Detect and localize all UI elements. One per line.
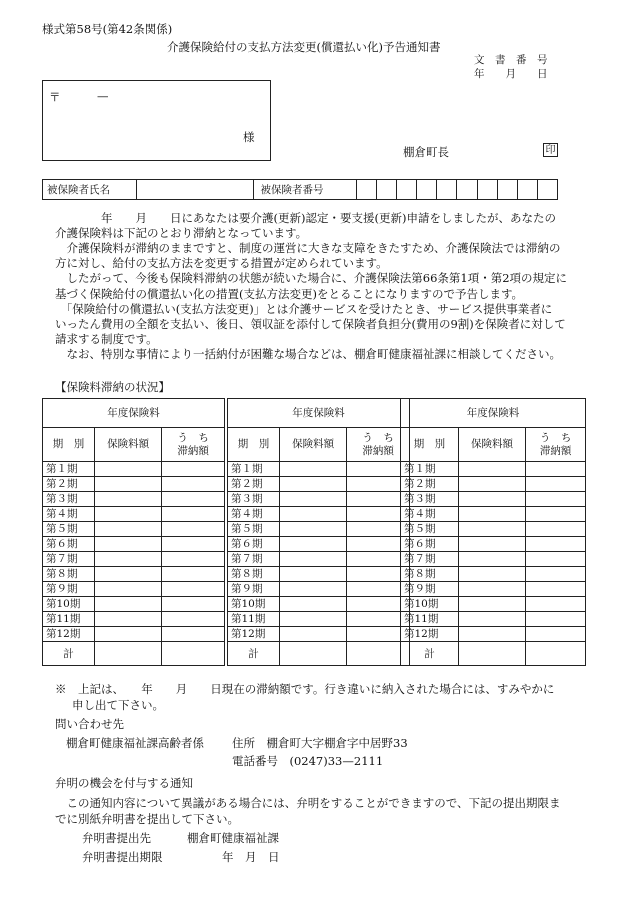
arrears-cell xyxy=(162,492,225,507)
period-label: 第12期 xyxy=(401,627,459,642)
amount-cell xyxy=(458,597,525,612)
arrears-cell xyxy=(162,522,225,537)
seal-stamp: 印 xyxy=(543,143,558,157)
arrears-cell xyxy=(526,612,586,627)
insured-name-label: 被保険者氏名 xyxy=(43,180,137,200)
amount-cell xyxy=(95,582,162,597)
period-label: 第３期 xyxy=(228,492,280,507)
period-label: 第８期 xyxy=(401,567,459,582)
period-column-header: 期 別 xyxy=(401,428,459,462)
contact-heading: 問い合わせ先 xyxy=(55,717,124,731)
period-label: 第12期 xyxy=(228,627,280,642)
amount-cell xyxy=(280,462,347,477)
arrears-cell xyxy=(526,567,586,582)
paragraph-line: 介護保険料は下記のとおり滞納となっています。 xyxy=(55,226,308,240)
period-label: 第７期 xyxy=(43,552,95,567)
period-label: 第10期 xyxy=(43,597,95,612)
period-label: 第７期 xyxy=(228,552,280,567)
arrears-cell xyxy=(526,477,586,492)
arrears-cell xyxy=(526,537,586,552)
total-arrears-cell xyxy=(526,642,586,666)
insured-number-digit xyxy=(377,180,397,200)
contact-department: 棚倉町健康福祉課高齢者係 xyxy=(66,736,204,750)
insured-number-digit xyxy=(517,180,537,200)
paragraph-line: なお、特別な事情により一括納付が困難な場合などは、棚倉町健康福祉課に相談してください。 xyxy=(55,347,561,361)
period-label: 第１期 xyxy=(43,462,95,477)
submit-to-value: 棚倉町健康福祉課 xyxy=(187,831,279,845)
amount-cell xyxy=(458,627,525,642)
amount-cell xyxy=(280,582,347,597)
amount-cell xyxy=(95,492,162,507)
arrears-cell xyxy=(162,552,225,567)
paragraph-line: 介護保険料が滞納のままですと、制度の運営に大きな支障をきたすため、介護保険法では滞納の xyxy=(55,241,561,255)
insured-info-table xyxy=(42,179,558,200)
amount-cell xyxy=(95,627,162,642)
amount-cell xyxy=(458,477,525,492)
amount-cell xyxy=(95,612,162,627)
arrears-cell xyxy=(526,582,586,597)
paragraph-line: 年 月 日にあなたは要介護(更新)認定・要支援(更新)申請をしましたが、あなたの xyxy=(55,211,556,225)
amount-cell xyxy=(95,507,162,522)
period-label: 第１期 xyxy=(401,462,459,477)
period-column-header: 期 別 xyxy=(228,428,280,462)
hearing-text: この通知内容について異議がある場合には、弁明をすることができますので、下記の提出期限ま xyxy=(55,796,561,810)
period-label: 第８期 xyxy=(43,567,95,582)
amount-cell xyxy=(280,537,347,552)
amount-cell xyxy=(95,552,162,567)
address-box xyxy=(42,80,271,161)
paragraph-line: 「保険給付の償還払い(支払方法変更)」とは介護サービスを受けたとき、サービス提供事業者に xyxy=(55,302,553,316)
total-label: 計 xyxy=(401,642,459,666)
period-label: 第２期 xyxy=(228,477,280,492)
arrears-cell xyxy=(526,522,586,537)
amount-cell xyxy=(95,462,162,477)
amount-cell xyxy=(280,492,347,507)
arrears-cell xyxy=(526,597,586,612)
period-label: 第７期 xyxy=(401,552,459,567)
postal-dash: — xyxy=(97,89,109,103)
total-amount-cell xyxy=(458,642,525,666)
note-line: 申し出て下さい。 xyxy=(72,698,164,712)
postal-mark: 〒 xyxy=(49,90,61,104)
period-column-header: 期 別 xyxy=(43,428,95,462)
arrears-cell xyxy=(162,597,225,612)
insured-name-field xyxy=(137,180,254,200)
period-label: 第８期 xyxy=(228,567,280,582)
arrears-cell xyxy=(162,582,225,597)
note-line: ※ 上記は、 年 月 日現在の滞納額です。行き違いに納入された場合には、すみやかに xyxy=(55,682,555,696)
period-label: 第４期 xyxy=(401,507,459,522)
amount-cell xyxy=(95,522,162,537)
amount-cell xyxy=(95,477,162,492)
arrears-cell xyxy=(162,567,225,582)
arrears-cell xyxy=(526,462,586,477)
paragraph-line: いったん費用の全額を支払い、後日、領収証を添付して保険者負担分(費用の9割)を保険者に対して xyxy=(55,317,566,331)
total-arrears-cell xyxy=(162,642,225,666)
form-number: 様式第58号(第42条関係) xyxy=(42,22,173,36)
arrears-cell xyxy=(526,492,586,507)
hearing-text: でに別紙弁明書を提出して下さい。 xyxy=(55,812,239,826)
amount-column-header: 保険料額 xyxy=(95,428,162,462)
date-label: 年 月 日 xyxy=(474,68,548,80)
amount-cell xyxy=(458,552,525,567)
amount-cell xyxy=(458,537,525,552)
period-label: 第５期 xyxy=(401,522,459,537)
period-label: 第５期 xyxy=(43,522,95,537)
period-label: 第６期 xyxy=(401,537,459,552)
period-label: 第11期 xyxy=(43,612,95,627)
insured-number-digit xyxy=(477,180,497,200)
paragraph-line: したがって、今後も保険料滞納の状態が続いた場合に、介護保険法第66条第1項・第2項の規定に xyxy=(55,271,568,285)
amount-cell xyxy=(458,612,525,627)
arrears-column-header: う ち 滞納額 xyxy=(526,428,586,462)
year-premium-header: 年度保険料 xyxy=(43,399,225,428)
period-label: 第９期 xyxy=(228,582,280,597)
insured-number-digit xyxy=(457,180,477,200)
arrears-cell xyxy=(162,462,225,477)
arrears-table-group-1 xyxy=(42,398,225,666)
insured-number-digit xyxy=(537,180,557,200)
arrears-cell xyxy=(526,507,586,522)
deadline-label: 弁明書提出期限 xyxy=(82,850,163,864)
period-label: 第３期 xyxy=(401,492,459,507)
page-title: 介護保険給付の支払方法変更(償還払い化)予告通知書 xyxy=(167,40,441,54)
insured-number-digit xyxy=(437,180,457,200)
amount-cell xyxy=(458,582,525,597)
deadline-value: 年 月 日 xyxy=(222,850,280,864)
insured-number-digit xyxy=(357,180,377,200)
total-amount-cell xyxy=(280,642,347,666)
amount-cell xyxy=(458,462,525,477)
insured-number-digit xyxy=(497,180,517,200)
amount-cell xyxy=(280,522,347,537)
amount-cell xyxy=(458,507,525,522)
amount-column-header: 保険料額 xyxy=(458,428,525,462)
paragraph-line: 方に対し、給付の支払方法を変更する措置が定められています。 xyxy=(55,256,388,270)
period-label: 第12期 xyxy=(43,627,95,642)
total-label: 計 xyxy=(43,642,95,666)
amount-cell xyxy=(280,552,347,567)
amount-cell xyxy=(280,612,347,627)
amount-cell xyxy=(280,507,347,522)
total-label: 計 xyxy=(228,642,280,666)
arrears-table-group-2 xyxy=(227,398,410,666)
period-label: 第10期 xyxy=(228,597,280,612)
amount-cell xyxy=(458,522,525,537)
arrears-cell xyxy=(162,477,225,492)
paragraph-line: 基づく保険給付の償還払い化の措置(支払方法変更)をとることになりますので予告します。 xyxy=(55,287,524,301)
amount-column-header: 保険料額 xyxy=(280,428,347,462)
contact-phone: 電話番号 (0247)33—2111 xyxy=(232,754,384,768)
amount-cell xyxy=(458,492,525,507)
insured-number-digit xyxy=(397,180,417,200)
hearing-heading: 弁明の機会を付与する通知 xyxy=(55,776,193,790)
recipient-suffix: 様 xyxy=(243,130,255,144)
amount-cell xyxy=(280,627,347,642)
total-amount-cell xyxy=(95,642,162,666)
amount-cell xyxy=(280,477,347,492)
period-label: 第４期 xyxy=(228,507,280,522)
arrears-cell xyxy=(162,507,225,522)
period-label: 第６期 xyxy=(228,537,280,552)
mayor-label: 棚倉町長 xyxy=(403,145,449,159)
arrears-column-header: う ち 滞納額 xyxy=(162,428,225,462)
arrears-cell xyxy=(162,537,225,552)
amount-cell xyxy=(280,567,347,582)
arrears-cell xyxy=(526,552,586,567)
period-label: 第９期 xyxy=(43,582,95,597)
period-label: 第６期 xyxy=(43,537,95,552)
year-premium-header: 年度保険料 xyxy=(401,399,586,428)
period-label: 第５期 xyxy=(228,522,280,537)
period-label: 第11期 xyxy=(228,612,280,627)
arrears-cell xyxy=(526,627,586,642)
period-label: 第11期 xyxy=(401,612,459,627)
document-number-label: 文 書 番 号 xyxy=(474,54,548,66)
arrears-cell xyxy=(162,627,225,642)
contact-address: 住所 棚倉町大字棚倉字中居野33 xyxy=(232,736,408,750)
arrears-column-header: う ち 滞納額 xyxy=(347,428,410,462)
arrears-cell xyxy=(162,612,225,627)
amount-cell xyxy=(458,567,525,582)
period-label: 第10期 xyxy=(401,597,459,612)
amount-cell xyxy=(95,597,162,612)
amount-cell xyxy=(95,567,162,582)
submit-to-label: 弁明書提出先 xyxy=(82,831,151,845)
period-label: 第２期 xyxy=(43,477,95,492)
table-caption: 【保険料滞納の状況】 xyxy=(55,380,170,394)
arrears-table-group-3 xyxy=(400,398,586,666)
period-label: 第９期 xyxy=(401,582,459,597)
period-label: 第４期 xyxy=(43,507,95,522)
period-label: 第１期 xyxy=(228,462,280,477)
amount-cell xyxy=(95,537,162,552)
insured-number-digit xyxy=(417,180,437,200)
amount-cell xyxy=(280,597,347,612)
period-label: 第２期 xyxy=(401,477,459,492)
insured-number-label: 被保険者番号 xyxy=(254,180,357,200)
year-premium-header: 年度保険料 xyxy=(228,399,410,428)
period-label: 第３期 xyxy=(43,492,95,507)
paragraph-line: 請求する制度です。 xyxy=(55,332,158,346)
